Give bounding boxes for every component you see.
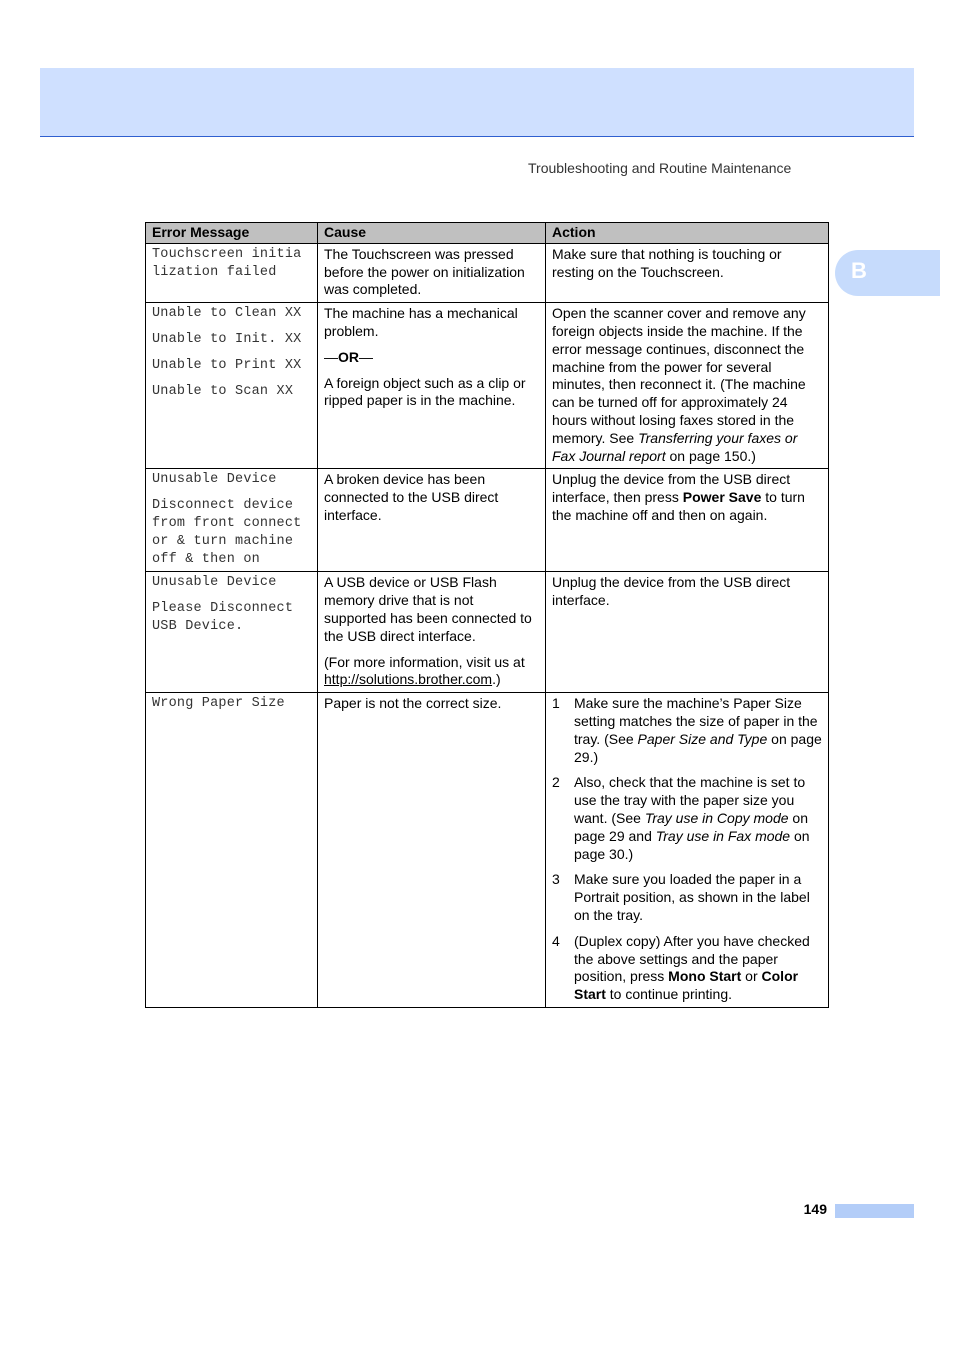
action-cell <box>546 693 829 1008</box>
or-separator <box>324 349 539 367</box>
action-steps <box>552 695 822 1004</box>
error-message: Unable to Print XX <box>152 357 302 373</box>
action-cell <box>546 303 829 469</box>
page-number-bar <box>835 1204 914 1218</box>
cause-text: The Touchscreen was pressed before the power on initialization was completed. <box>324 245 525 298</box>
error-message-cell <box>146 243 318 302</box>
step-text: Make sure you loaded the paper in a Portrait position, as shown in the label on the tray. <box>574 871 810 923</box>
or-dash: — <box>359 348 373 365</box>
cross-reference: Paper Size and Type <box>637 730 768 747</box>
step-text: on page 29.) <box>574 730 822 765</box>
step-text: Make sure the machine’s Paper Size setting matches the size of paper in the tray. (See <box>574 695 818 747</box>
running-title: Troubleshooting and Routine Maintenance <box>528 160 792 176</box>
step-number: 1 <box>552 695 560 712</box>
error-message: Please Disconnect USB Device. <box>152 601 294 634</box>
step-text: on page 29 and <box>574 809 808 844</box>
page-number: 149 <box>803 1201 827 1217</box>
error-message: Disconnect device from front connect or & turn machine off & then on <box>152 498 302 567</box>
action-text <box>552 305 822 465</box>
action-text: Make sure that nothing is touching or resting on the Touchscreen. <box>552 245 782 280</box>
action-step <box>552 933 822 1004</box>
cause-text: A foreign object such as a clip or ripped paper is in the machine. <box>324 374 526 409</box>
step-text: on page 30.) <box>574 827 810 862</box>
error-message-cell <box>146 693 318 1008</box>
cause-text: Paper is not the correct size. <box>324 695 502 712</box>
action-text-part: Open the scanner cover and remove any foreign objects inside the machine. If the error message continues, disconnect the machine from the power for several minutes, then reconnect it. (The machine can be turned off for approximately 24 hours without losing faxes stored in the memory. See <box>552 305 806 446</box>
action-step <box>552 695 822 766</box>
cause-cell <box>318 572 546 693</box>
cross-reference: Tray use in Copy mode <box>644 809 789 826</box>
error-message-cell <box>146 303 318 469</box>
cross-reference: Tray use in Fax mode <box>655 827 791 844</box>
error-message: Wrong Paper Size <box>152 696 285 712</box>
table-row <box>146 303 829 469</box>
step-text: Also, check that the machine is set to use the tray with the paper size you want. (See <box>574 774 806 826</box>
error-message: Touchscreen initia lization failed <box>152 246 302 280</box>
cause-cell <box>318 693 546 1008</box>
error-message: Unable to Init. XX <box>152 331 302 347</box>
error-message-cell <box>146 469 318 572</box>
action-text: Unplug the device from the USB direct interface. <box>552 574 791 609</box>
cause-text-part: .) <box>492 671 501 688</box>
step-text: to continue printing. <box>605 986 732 1003</box>
or-dash: — <box>324 348 338 365</box>
action-step <box>552 871 822 924</box>
error-message-cell <box>146 572 318 693</box>
step-number: 2 <box>552 774 560 791</box>
error-message: Unable to Clean XX <box>152 306 302 322</box>
column-header-action: Action <box>546 223 829 244</box>
action-step <box>552 774 822 863</box>
step-number: 3 <box>552 871 560 888</box>
cross-reference: Transferring your faxes or Fax Journal report <box>552 429 798 464</box>
step-number: 4 <box>552 932 560 949</box>
cause-cell <box>318 303 546 469</box>
cause-text-part: (For more information, visit us at <box>324 653 525 670</box>
table-header-row <box>146 223 829 244</box>
error-message: Unable to Scan XX <box>152 383 294 399</box>
cause-text: A USB device or USB Flash memory drive that is not supported has been connected to the USB direct interface. <box>324 574 532 644</box>
support-website-link[interactable]: http://solutions.brother.com <box>324 671 493 688</box>
cause-text: A broken device has been connected to the USB direct interface. <box>324 471 499 523</box>
error-message: Unusable Device <box>152 472 277 488</box>
table-row <box>146 693 829 1008</box>
step-text: or <box>741 968 762 985</box>
step-text: (Duplex copy) After you have checked the above settings and the paper position, press <box>574 932 810 985</box>
table-row <box>146 572 829 693</box>
or-label: OR <box>338 348 359 365</box>
action-text <box>552 471 822 524</box>
table-row <box>146 243 829 302</box>
error-message-table <box>145 222 829 1008</box>
action-text-part: to turn the machine off and then on again. <box>552 489 805 523</box>
key-name: Mono Start <box>668 968 742 985</box>
key-name: Color Start <box>574 968 799 1003</box>
action-cell <box>546 572 829 693</box>
cause-cell <box>318 243 546 302</box>
chapter-tab <box>835 250 940 296</box>
cause-text: The machine has a mechanical problem. <box>324 305 518 339</box>
column-header-cause: Cause <box>318 223 546 244</box>
header-band <box>40 68 914 137</box>
error-message: Unusable Device <box>152 575 277 591</box>
action-cell <box>546 469 829 572</box>
cause-text <box>324 654 539 690</box>
action-text-part: Unplug the device from the USB direct interface, then press <box>552 471 791 506</box>
action-cell <box>546 243 829 302</box>
action-text-part: on page 150.) <box>665 447 756 464</box>
chapter-tab-letter: B <box>851 258 867 283</box>
column-header-error-message: Error Message <box>146 223 318 244</box>
table-row <box>146 469 829 572</box>
key-name: Power Save <box>682 489 762 506</box>
cause-cell <box>318 469 546 572</box>
